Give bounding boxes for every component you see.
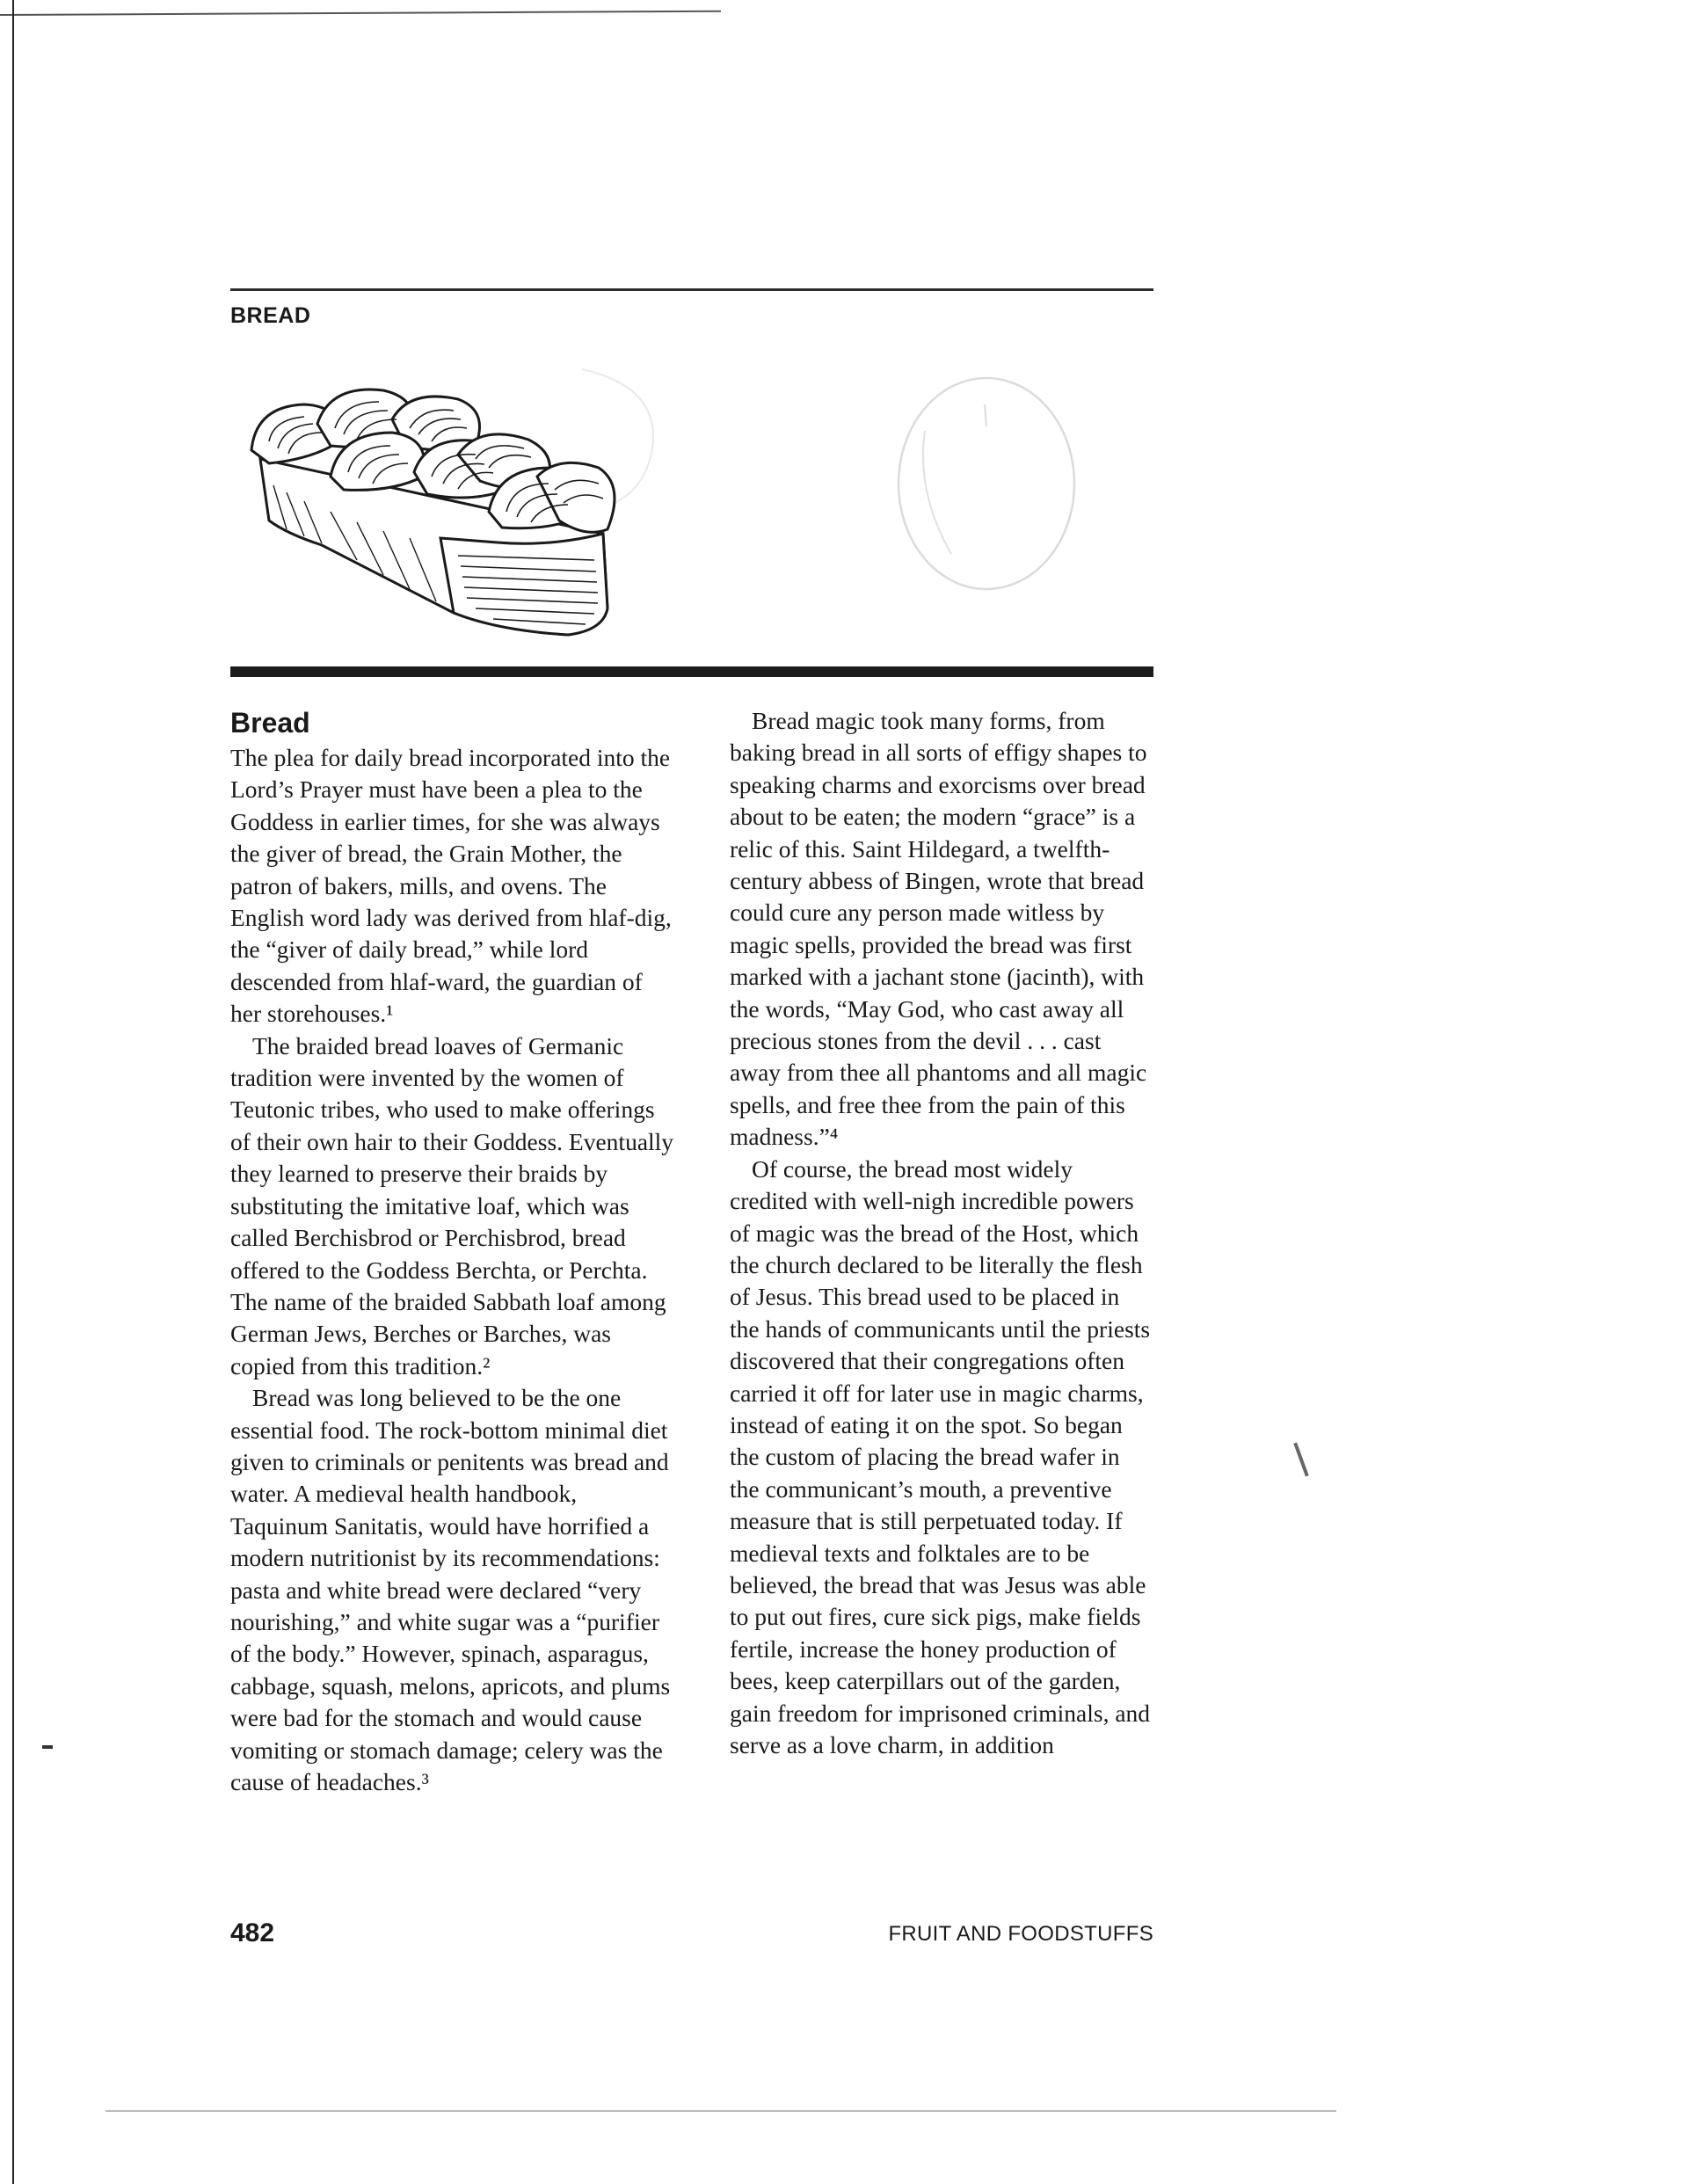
article-title: Bread bbox=[230, 707, 310, 739]
running-head: BREAD bbox=[230, 303, 311, 328]
column-right bbox=[730, 705, 1152, 1761]
page-number: 482 bbox=[230, 1918, 275, 1947]
paragraph: Of course, the bread most widely credited with well-nigh incredible powers of magic was the bread of the Host, which the church declared to be literally the flesh of Jesus. This bread used to be placed in the hands of communicants until the priests discovered that their congregations often carried it off for later use in magic charms, instead of eating it on the spot. So began the custom of placing the bread wafer in the communicant’s mouth, a preventive measure that is still perpetuated today. If medieval texts and folktales are to be believed, the bread that was Jesus was able to put out fires, cure sick pigs, make fields fertile, increase the honey production of bees, keep caterpillars out of the garden, gain freedom for imprisoned criminals, and serve as a love charm, in addition bbox=[730, 1154, 1151, 1758]
bleedthrough-fruit-icon bbox=[881, 352, 1092, 615]
paragraph: Bread was long believed to be the one essential food. The rock-bottom minimal diet given to criminals or penitents was bread and water. A medieval health handbook, Taquinum Sanitatis, would have horrified a modern nutritionist by its recommendations: pasta and white bread were declared “very nourishing,” and white sugar was a “purifier of the body.” However, spinach, asparagus, cabbage, squash, melons, apricots, and plums were bad for the stomach and would cause vomiting or stomach damage; celery was the cause of headaches.³ bbox=[230, 1384, 671, 1795]
scan-speck bbox=[1293, 1443, 1308, 1477]
paragraph: Bread magic took many forms, from baking bread in all sorts of effigy shapes to speaking charms and exorcisms over bread about to be eaten; the modern “grace” is a relic of this. Saint Hildegard, a twelfth-century abbess of Bingen, wrote that bread could cure any person made witless by magic spells, provided the bread was first marked with a jachant stone (jacinth), with the words, “May God, who cast away all precious stones from the devil . . . cast away from thee all phantoms and all magic spells, and free thee from the pain of this madness.”⁴ bbox=[730, 707, 1147, 1151]
paragraph: The plea for daily bread incorporated into the Lord’s Prayer must have been a plea to the Goddess in earlier times, for she was always the giver of bread, the Grain Mother, the patron of bakers, mills, and ovens. The English word lady was derived from hlaf-dig, the “giver of daily bread,” while lord descended from hlaf-ward, the guardian of her storehouses.¹ bbox=[230, 744, 672, 1028]
scan-edge-bottom bbox=[106, 2110, 1336, 2112]
header-rule bbox=[230, 288, 1153, 291]
heavy-rule bbox=[230, 666, 1153, 677]
scan-edge-left bbox=[12, 0, 14, 2184]
braided-bread-loaf-icon bbox=[234, 380, 629, 644]
column-left bbox=[230, 705, 679, 1798]
paragraph: The braided bread loaves of Germanic tradition were invented by the women of Teutonic tribes, who used to make offerings of their own hair to their Goddess. Eventually they learned to preserve their braids by substituting the imitative loaf, which was called Berchisbrod or Perchisbrod, bread offered to the Goddess Berchta, or Perchta. The name of the braided Sabbath loaf among German Jews, Berches or Barches, was copied from this tradition.² bbox=[230, 1031, 674, 1380]
scan-speck bbox=[42, 1745, 53, 1749]
section-footer: FRUIT AND FOODSTUFFS bbox=[888, 1922, 1153, 1946]
scan-edge-top bbox=[0, 11, 721, 16]
